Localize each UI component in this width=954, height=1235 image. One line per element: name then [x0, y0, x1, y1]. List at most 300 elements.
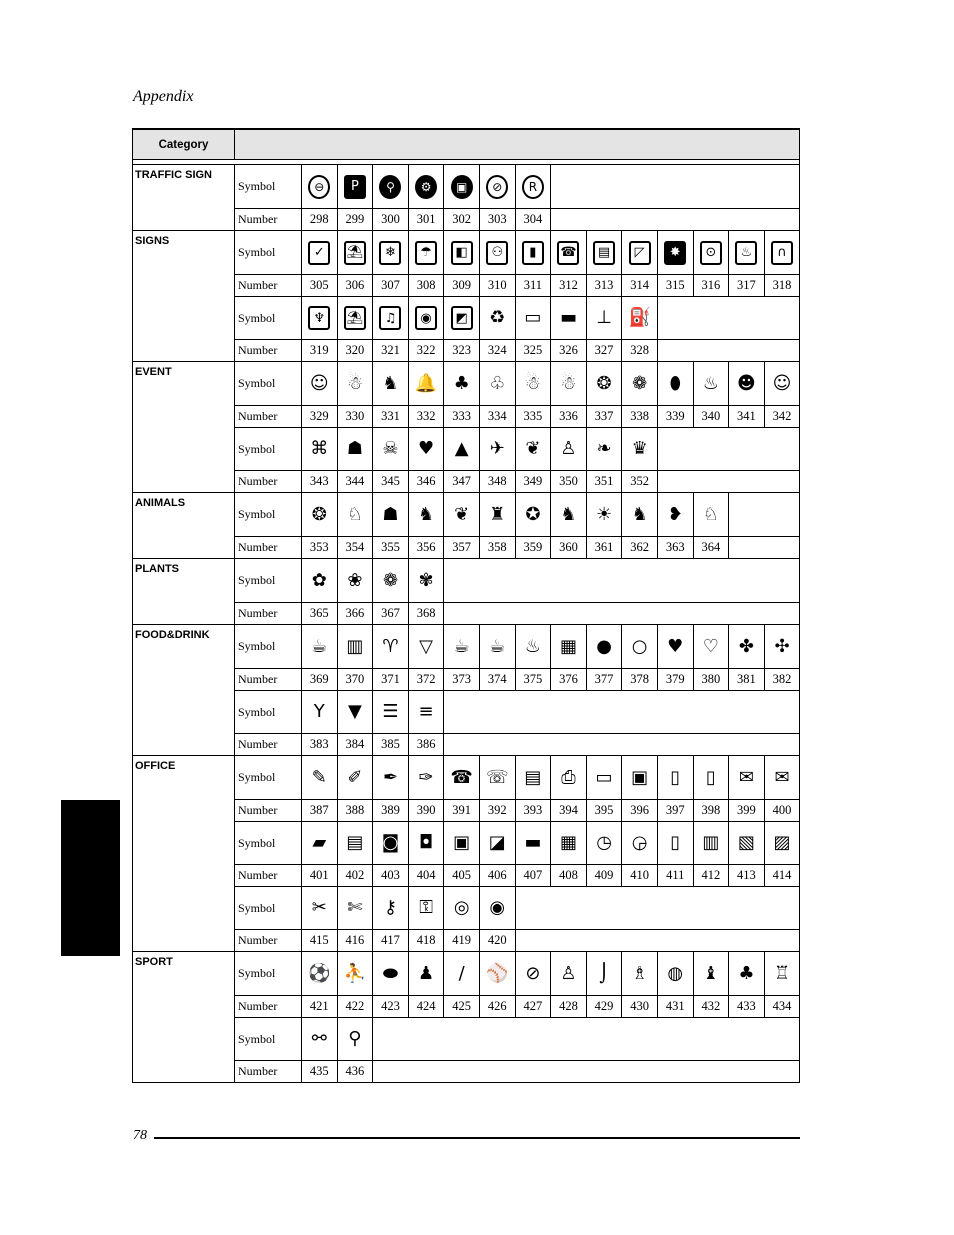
number-cell: 324	[480, 340, 516, 361]
number-cell: 368	[409, 603, 445, 624]
cyclist-icon: ⚲	[348, 1028, 362, 1049]
symbol-cell	[338, 822, 374, 864]
notebook-icon: ▧	[737, 832, 755, 853]
symbol-cell	[480, 493, 516, 536]
number-cell: 314	[622, 275, 658, 296]
number-cell: 375	[516, 669, 552, 690]
easter-egg-icon: ⬮	[669, 372, 681, 394]
beer-glass-icon: ▥	[346, 635, 364, 657]
symbol-cell	[444, 297, 480, 339]
empty-filler	[658, 340, 799, 361]
number-cell: 397	[658, 800, 694, 821]
number-cell: 316	[694, 275, 730, 296]
flower-bunch-icon: ✿	[311, 569, 327, 591]
symbol-cell	[444, 493, 480, 536]
number-cell: 352	[622, 471, 658, 492]
number-cell: 327	[587, 340, 623, 361]
envelope-icon: ✉	[738, 766, 754, 788]
symbol-row	[235, 952, 799, 995]
empty-filler	[658, 297, 799, 339]
symbol-cell	[338, 625, 374, 668]
symbol-cell	[658, 362, 694, 405]
coffee-cup-icon: ☕	[489, 635, 506, 657]
number-cell: 407	[516, 865, 552, 886]
symbol-cell	[373, 165, 409, 208]
category-block	[132, 164, 800, 230]
clock-icon: ◷	[596, 832, 612, 853]
symbol-row	[235, 1017, 799, 1060]
ice-cream-cone-icon: ▼	[347, 701, 362, 722]
number-cell: 366	[338, 603, 374, 624]
page-number: 78	[133, 1128, 147, 1143]
symbol-cell	[694, 756, 730, 799]
number-cell: 330	[338, 406, 374, 427]
number-cell: 405	[444, 865, 480, 886]
number-cell: 396	[622, 800, 658, 821]
lock-sign-icon: ⊙	[700, 241, 722, 265]
running-head: Appendix	[133, 88, 194, 105]
symbol-cell	[373, 691, 409, 733]
number-cell: 354	[338, 537, 374, 558]
symbol-cell	[765, 625, 801, 668]
symbol-cell	[409, 952, 445, 995]
number-cell: 402	[338, 865, 374, 886]
number-cell: 313	[587, 275, 623, 296]
cake-icon: ♨	[524, 635, 541, 657]
soccer-ball-icon: ⚽	[308, 962, 331, 984]
number-cell: 390	[409, 800, 445, 821]
number-cell: 351	[587, 471, 623, 492]
paper-stack-icon: ▨	[773, 832, 791, 853]
number-cell: 365	[302, 603, 338, 624]
number-row	[235, 208, 799, 230]
symbol-cell	[444, 756, 480, 799]
rose-icon: ❁	[382, 569, 399, 591]
symbol-cell	[302, 362, 338, 405]
printer-icon: ⎙	[561, 766, 576, 788]
number-cell: 319	[302, 340, 338, 361]
number-cell: 310	[480, 275, 516, 296]
number-cell: 312	[551, 275, 587, 296]
empty-filler	[516, 930, 799, 951]
symbol-cell	[373, 297, 409, 339]
number-cell: 358	[480, 537, 516, 558]
toilet-sign-icon: ◧	[451, 241, 473, 265]
symbol-cell	[338, 165, 374, 208]
candy-icon: ✤	[738, 635, 754, 657]
fax-sign-icon: ▤	[593, 241, 615, 265]
open-envelope-icon: ✉	[774, 766, 790, 788]
symbol-cell	[694, 493, 730, 536]
symbol-cell	[409, 756, 445, 799]
fountain-pen-icon: ✑	[418, 766, 434, 788]
symbol-label: Symbol	[235, 559, 302, 602]
symbol-cell	[622, 493, 658, 536]
number-cell: 307	[373, 275, 409, 296]
footer-rule	[154, 1137, 800, 1139]
number-cell: 339	[658, 406, 694, 427]
number-row	[235, 929, 799, 951]
number-cell: 326	[551, 340, 587, 361]
symbol-cell	[587, 362, 623, 405]
rabbit-icon: ❥	[667, 503, 683, 525]
number-cell: 393	[516, 800, 552, 821]
empty-filler	[729, 537, 799, 558]
number-cell: 388	[338, 800, 374, 821]
number-cell: 325	[516, 340, 552, 361]
wrapped-candy-icon: ✣	[774, 635, 790, 657]
symbol-cell	[373, 822, 409, 864]
empty-filler	[444, 559, 799, 602]
number-cell: 357	[444, 537, 480, 558]
number-cell: 321	[373, 340, 409, 361]
flying-witch-icon: ✈	[489, 438, 505, 459]
number-cell: 347	[444, 471, 480, 492]
symbol-label: Symbol	[235, 493, 302, 536]
eye-sign-icon: ◉	[415, 306, 437, 330]
number-cell: 380	[694, 669, 730, 690]
header-category: Category	[133, 130, 235, 159]
briefcase-icon: ▬	[524, 832, 542, 853]
teacup-icon: ☕	[453, 635, 470, 657]
number-cell: 374	[480, 669, 516, 690]
number-cell: 389	[373, 800, 409, 821]
symbol-cell	[516, 625, 552, 668]
empty-filler	[373, 1061, 799, 1082]
number-cell: 343	[302, 471, 338, 492]
number-cell: 432	[694, 996, 730, 1017]
snowflake-sign-icon: ❄	[379, 241, 401, 265]
symbol-cell	[622, 231, 658, 274]
number-cell: 419	[444, 930, 480, 951]
symbol-cell	[480, 952, 516, 995]
symbol-cell	[658, 952, 694, 995]
number-row	[235, 339, 799, 361]
burger-outline-icon: ≡	[418, 701, 434, 722]
beach-sign-icon: ⛱	[344, 241, 366, 265]
broken-glass-sign-icon: ✸	[664, 241, 686, 265]
number-cell: 429	[587, 996, 623, 1017]
symbol-cell	[373, 625, 409, 668]
number-label: Number	[235, 209, 302, 230]
number-cell: 372	[409, 669, 445, 690]
symbol-cell	[622, 625, 658, 668]
number-cell: 383	[302, 734, 338, 755]
rose-bud-icon: ✾	[418, 569, 434, 591]
number-cell: 385	[373, 734, 409, 755]
number-cell: 338	[622, 406, 658, 427]
tiger-icon: ♞	[560, 503, 577, 525]
number-cell: 349	[516, 471, 552, 492]
number-cell: 346	[409, 471, 445, 492]
number-label: Number	[235, 275, 302, 296]
category-name: SIGNS	[133, 231, 235, 361]
cds-icon: ◉	[489, 897, 506, 918]
symbol-cell	[658, 493, 694, 536]
symbol-cell	[409, 822, 445, 864]
symbol-cell	[480, 231, 516, 274]
number-cell: 320	[338, 340, 374, 361]
symbol-cell	[302, 165, 338, 208]
symbol-cell	[338, 1018, 374, 1060]
category-block	[132, 492, 800, 558]
number-cell: 353	[302, 537, 338, 558]
symbol-cell	[587, 756, 623, 799]
number-row	[235, 1060, 799, 1082]
number-cell: 350	[551, 471, 587, 492]
bells-icon: 🔔	[414, 372, 438, 394]
number-cell: 413	[729, 865, 765, 886]
symbol-row	[235, 821, 799, 864]
number-cell: 420	[480, 930, 516, 951]
basketball-icon: ◍	[667, 962, 684, 984]
symbol-cell	[480, 362, 516, 405]
symbol-cell	[444, 625, 480, 668]
magnet-sign-icon: ∩	[771, 241, 793, 265]
number-cell: 309	[444, 275, 480, 296]
battery-empty-sign-icon: ▭	[524, 307, 542, 328]
no-bicycle-sign-icon: ⊘	[486, 175, 508, 199]
symbol-cell	[516, 493, 552, 536]
number-cell: 387	[302, 800, 338, 821]
symbol-cell	[587, 231, 623, 274]
fax-machine-icon: ▤	[524, 766, 542, 788]
number-cell: 361	[587, 537, 623, 558]
santa-icon: ☺	[309, 372, 329, 394]
symbol-cell	[373, 952, 409, 995]
christmas-tree-icon: ♣	[453, 372, 470, 394]
mobile-phone-icon: ▯	[670, 766, 681, 788]
basketball-player-icon: ♝	[702, 962, 719, 984]
number-cell: 398	[694, 800, 730, 821]
symbol-cell	[444, 952, 480, 995]
bicycle-sign-icon: ⚙	[415, 175, 437, 199]
strawberry-icon: ♥	[667, 635, 684, 657]
number-cell: 435	[302, 1061, 338, 1082]
number-cell: 400	[765, 800, 801, 821]
number-cell: 427	[516, 996, 552, 1017]
symbol-cell	[551, 297, 587, 339]
bath-sign-icon: ⊥	[596, 307, 612, 328]
symbol-cell	[516, 756, 552, 799]
symbol-row	[235, 165, 799, 208]
symbol-label: Symbol	[235, 822, 302, 864]
category-name: ANIMALS	[133, 493, 235, 558]
number-cell: 421	[302, 996, 338, 1017]
symbol-cell	[444, 362, 480, 405]
empty-filler	[551, 209, 799, 230]
bicycle-icon: ⚯	[311, 1028, 327, 1049]
symbol-cell	[338, 428, 374, 470]
keys-icon: ⚿	[419, 897, 433, 918]
number-cell: 395	[587, 800, 623, 821]
symbol-cell	[480, 165, 516, 208]
symbol-cell	[302, 231, 338, 274]
category-block	[132, 951, 800, 1083]
egg-basket-icon: ♨	[702, 372, 719, 394]
number-cell: 436	[338, 1061, 374, 1082]
cupid-icon: ♥	[418, 438, 435, 459]
number-cell: 356	[409, 537, 445, 558]
number-cell: 384	[338, 734, 374, 755]
file-stack-icon: ▤	[346, 832, 364, 853]
number-cell: 399	[729, 800, 765, 821]
number-row	[235, 602, 799, 624]
number-cell: 424	[409, 996, 445, 1017]
bat-icon: ⌘	[310, 438, 329, 459]
symbol-cell	[516, 297, 552, 339]
snowman-hat-icon: ☃	[560, 372, 577, 394]
lion-face-icon: ☀	[595, 503, 613, 525]
number-cell: 311	[516, 275, 552, 296]
symbol-cell	[444, 887, 480, 929]
football-icon: ⬬	[382, 962, 399, 984]
number-cell: 303	[480, 209, 516, 230]
baseball-bat-icon: /	[458, 962, 465, 984]
battery-half-sign-icon: ▬	[559, 307, 577, 328]
chart-sign-icon: ◩	[451, 306, 473, 330]
chapter-tab	[61, 800, 120, 956]
category-name: PLANTS	[133, 559, 235, 624]
number-cell: 373	[444, 669, 480, 690]
wine-glass-icon: ♈	[382, 635, 399, 657]
empty-filler	[516, 887, 799, 929]
number-label: Number	[235, 471, 302, 492]
number-cell: 406	[480, 865, 516, 886]
number-cell: 379	[658, 669, 694, 690]
number-cell: 381	[729, 669, 765, 690]
symbol-cell	[516, 822, 552, 864]
symbol-cell	[551, 231, 587, 274]
number-cell: 306	[338, 275, 374, 296]
number-label: Number	[235, 340, 302, 361]
number-label: Number	[235, 865, 302, 886]
number-cell: 433	[729, 996, 765, 1017]
garland-wreath-icon: ❁	[632, 372, 648, 394]
symbol-cell	[302, 493, 338, 536]
symbol-cell	[444, 165, 480, 208]
flower-spray-icon: ❀	[347, 569, 363, 591]
skull-icon: ☠	[382, 438, 399, 459]
symbol-cell	[694, 625, 730, 668]
camera-icon: ◙	[381, 832, 400, 853]
number-cell: 408	[551, 865, 587, 886]
symbol-cell	[409, 362, 445, 405]
symbol-cell	[302, 887, 338, 929]
symbol-cell	[729, 231, 765, 274]
symbol-cell	[338, 756, 374, 799]
symbol-cell	[302, 1018, 338, 1060]
number-cell: 364	[694, 537, 730, 558]
symbol-cell	[409, 428, 445, 470]
folder-icon: ▰	[312, 832, 327, 853]
no-entry-sign-icon: ⊖	[308, 175, 330, 199]
bride-icon: ♛	[631, 438, 648, 459]
cocktail-glass-icon: ▽	[419, 635, 433, 657]
symbol-cell	[516, 952, 552, 995]
number-cell: 302	[444, 209, 480, 230]
number-cell: 417	[373, 930, 409, 951]
category-name: EVENT	[133, 362, 235, 492]
number-cell: 299	[338, 209, 374, 230]
number-row	[235, 995, 799, 1017]
fire-sign-icon: ♨	[735, 241, 757, 265]
symbol-cell	[302, 625, 338, 668]
number-cell: 342	[765, 406, 801, 427]
empty-filler	[658, 428, 799, 470]
number-cell: 370	[338, 669, 374, 690]
symbol-label: Symbol	[235, 297, 302, 339]
number-cell: 355	[373, 537, 409, 558]
empty-filler	[658, 471, 799, 492]
symbol-cell	[765, 952, 801, 995]
number-row	[235, 733, 799, 755]
no-parking-sign-icon: R	[522, 175, 544, 199]
number-cell: 386	[409, 734, 445, 755]
wall-clock-icon: ◶	[631, 832, 648, 853]
symbol-cell	[622, 297, 658, 339]
number-cell: 359	[516, 537, 552, 558]
checkbox-sign-icon: ✓	[308, 241, 330, 265]
symbol-cell	[658, 625, 694, 668]
symbol-cell	[409, 559, 445, 602]
symbol-cell	[587, 952, 623, 995]
number-cell: 298	[302, 209, 338, 230]
number-cell: 334	[480, 406, 516, 427]
symbol-table	[132, 128, 800, 1083]
symbol-cell	[622, 756, 658, 799]
hockey-player-icon: ♗	[631, 962, 648, 984]
number-cell: 301	[409, 209, 445, 230]
symbol-cell	[338, 559, 374, 602]
number-cell: 335	[516, 406, 552, 427]
compact-camera-icon: ◘	[418, 832, 434, 853]
cat-face-icon: ☗	[382, 503, 399, 525]
soccer-player-icon: ⛹	[343, 962, 367, 984]
empty-filler	[444, 691, 799, 733]
category-name: SPORT	[133, 952, 235, 1082]
boxing-gloves-icon: ♣	[738, 962, 755, 984]
number-row	[235, 536, 799, 558]
number-cell: 377	[587, 669, 623, 690]
symbol-cell	[587, 297, 623, 339]
number-cell: 414	[765, 865, 801, 886]
open-book-icon: ▯	[670, 832, 681, 853]
pencil-icon: ✎	[311, 766, 327, 788]
elephant-icon: ♜	[489, 503, 506, 525]
symbol-cell	[409, 625, 445, 668]
number-cell: 412	[694, 865, 730, 886]
lion-icon: ♞	[631, 503, 648, 525]
table-header	[132, 128, 800, 160]
tennis-player-icon: ♙	[560, 962, 577, 984]
number-cell: 426	[480, 996, 516, 1017]
number-cell: 304	[516, 209, 552, 230]
symbol-cell	[622, 822, 658, 864]
symbol-label: Symbol	[235, 165, 302, 208]
symbol-cell	[409, 231, 445, 274]
symbol-cell	[729, 756, 765, 799]
category-block	[132, 230, 800, 361]
sunshade-sign-icon: ⛱	[344, 306, 366, 330]
parking-sign-icon: P	[344, 175, 366, 199]
symbol-cell	[551, 493, 587, 536]
number-row	[235, 470, 799, 492]
number-label: Number	[235, 603, 302, 624]
symbol-row	[235, 886, 799, 929]
number-label: Number	[235, 734, 302, 755]
number-cell: 323	[444, 340, 480, 361]
